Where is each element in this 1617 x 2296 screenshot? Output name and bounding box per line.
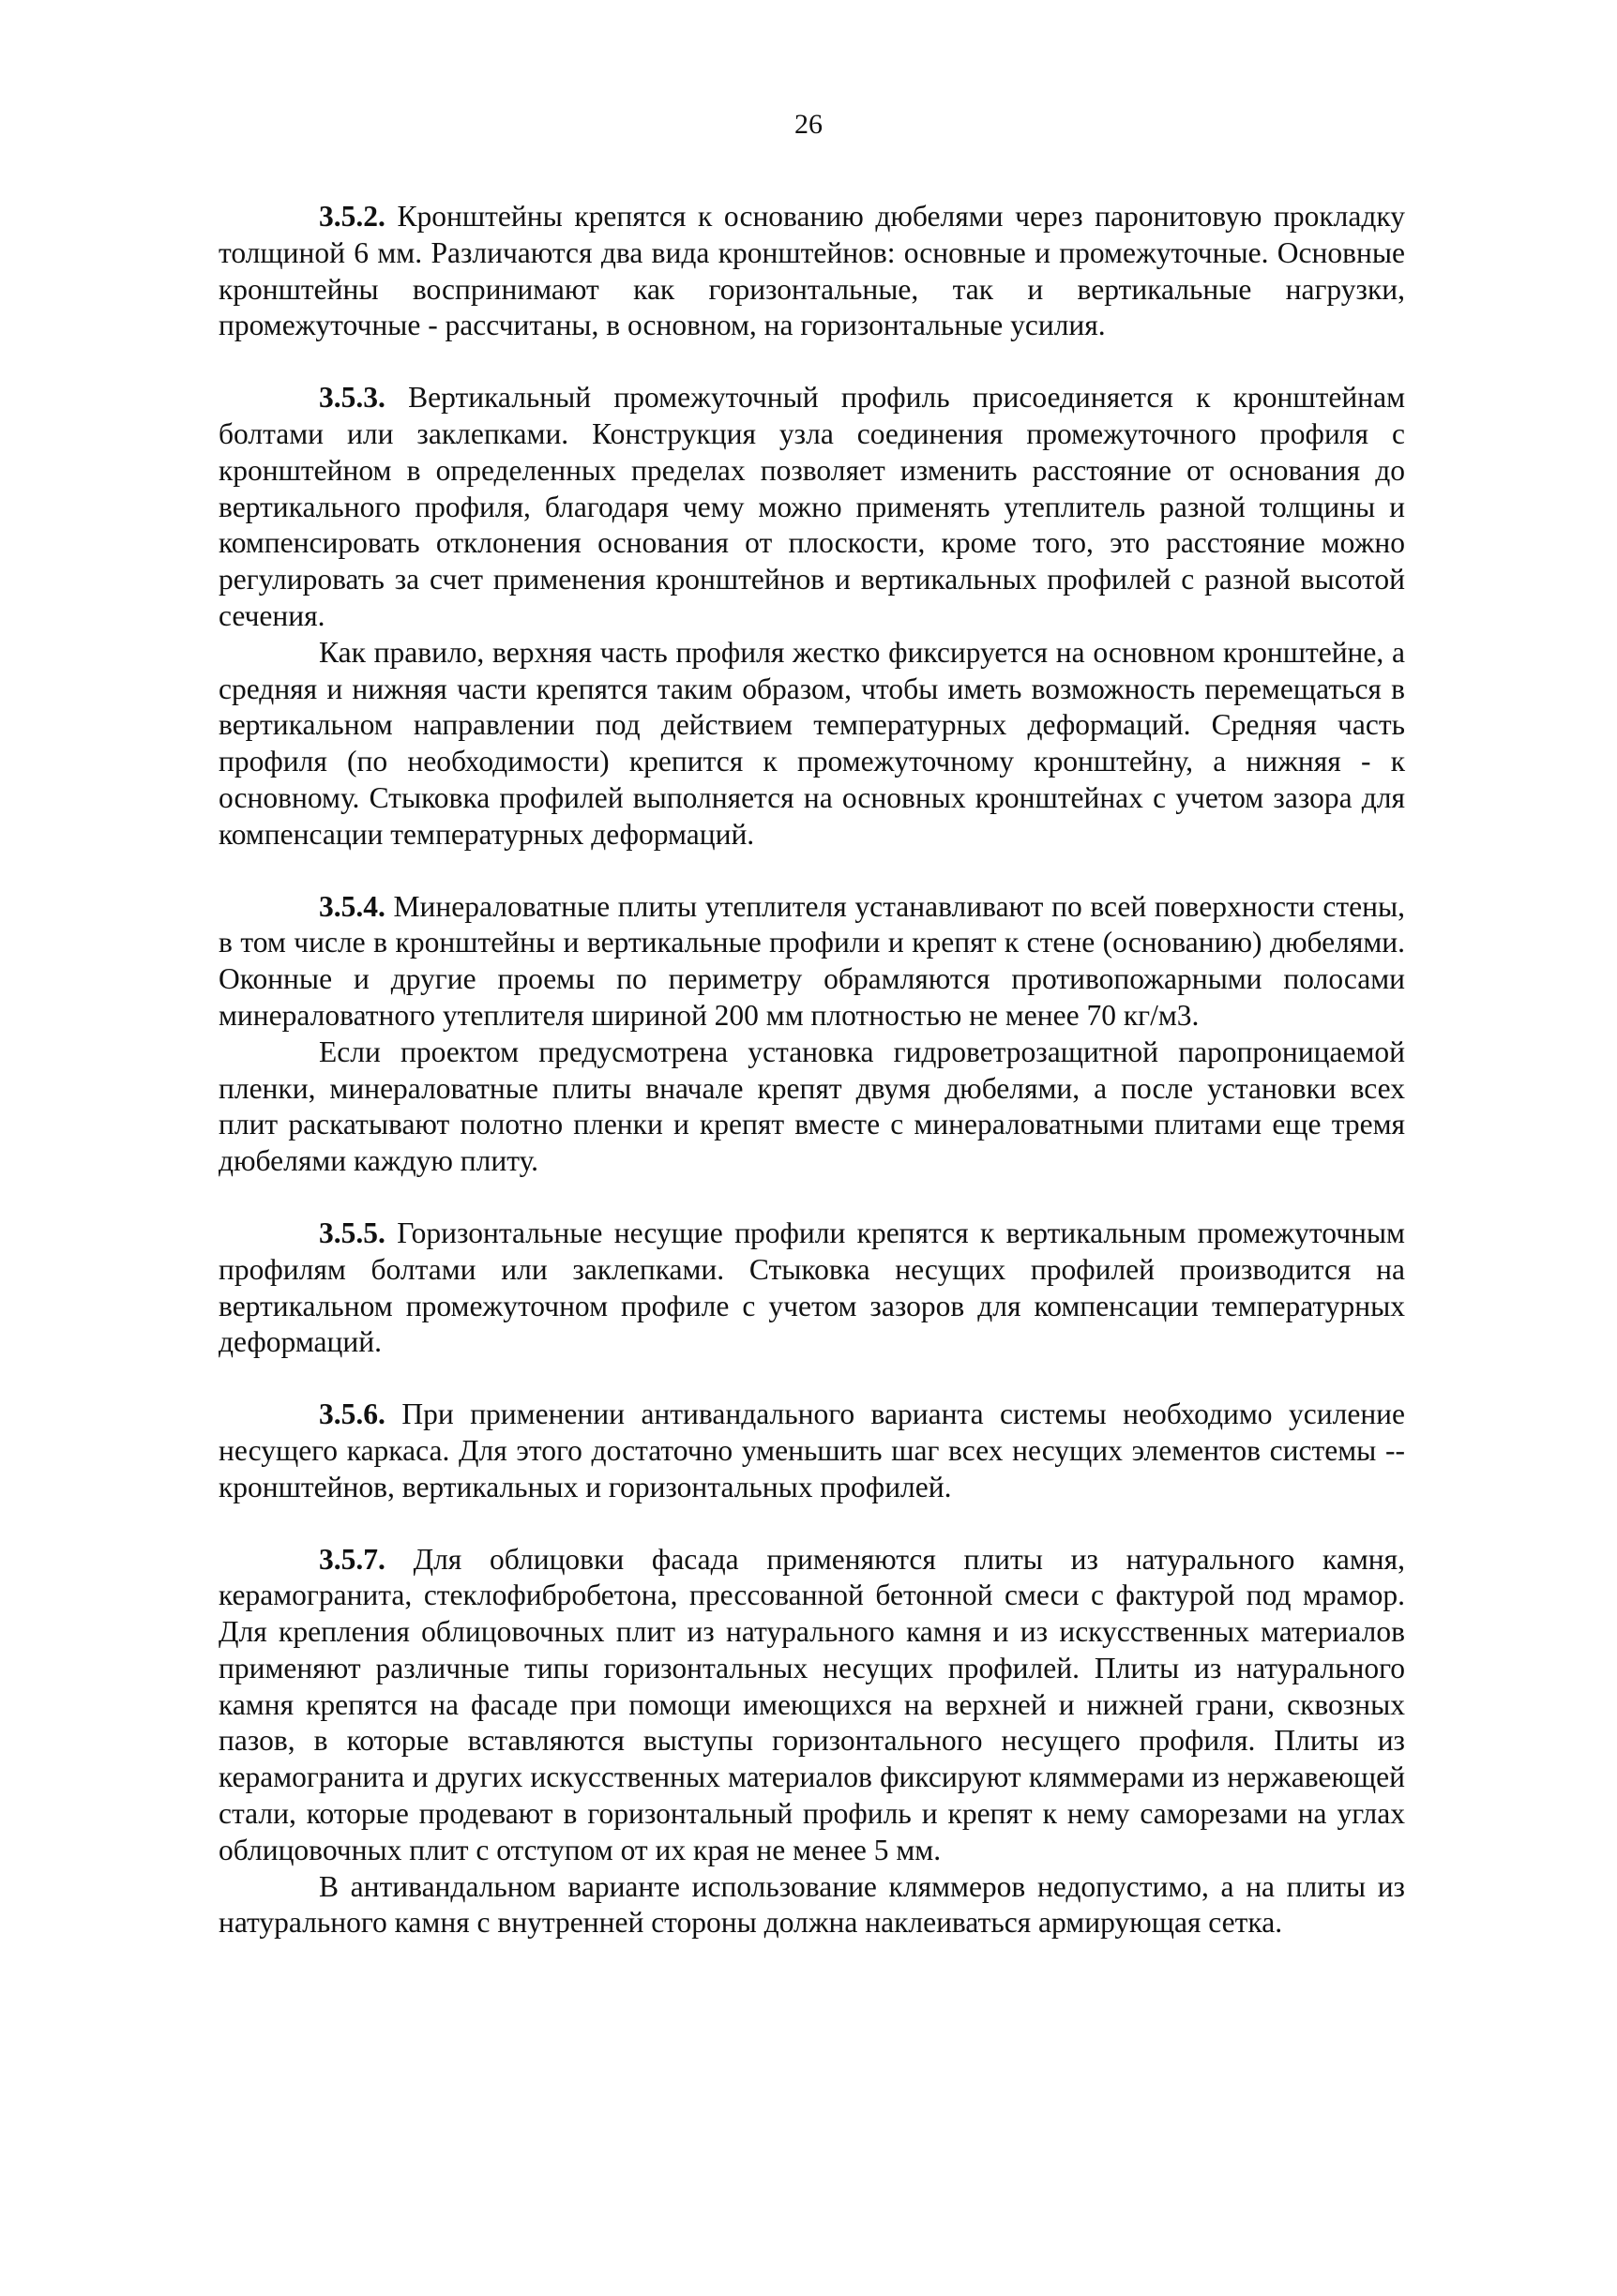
page-number: 26 [794,109,823,140]
section-3-5-5 [219,1216,1405,1361]
section-number: 3.5.2. [319,200,385,233]
document-body [219,199,1405,1977]
paragraph: Если проектом предусмотрена установка гидроветрозащитной паропроницаемой пленки, минераловатные плиты вначале крепят двумя дюбелями, а после установки всех плит раскатывают полотно пленки и крепят вместе с минераловатными плитами еще тремя дюбелями каждую плиту. [219,1035,1405,1178]
paragraph [219,1397,1405,1505]
paragraph-text: Горизонтальные несущие профили крепятся к вертикальным промежуточным профилям болтами или заклепками. Стыковка несущих профилей производится на вертикальном промежуточном профиле с учетом зазоров для компенсации температурных деформаций. [219,1216,1405,1359]
paragraph-text: При применении антивандального варианта системы необходимо усиление несущего каркаса. Для этого достаточно уменьшить шаг всех несущих элементов системы -- кронштейнов, вертикальных и горизонтальных профилей. [219,1397,1406,1503]
paragraph [219,199,1405,344]
section-number: 3.5.6. [319,1397,385,1431]
section-3-5-6 [219,1397,1405,1505]
section-3-5-4 [219,889,1405,1180]
section-3-5-3 [219,380,1405,853]
section-number: 3.5.5. [319,1216,385,1249]
paragraph [219,889,1405,1035]
paragraph [219,380,1405,635]
paragraph-text: Кронштейны крепятся к основанию дюбелями через паронитовую прокладку толщиной 6 мм. Различаются два вида кронштейнов: основные и промежуточные. Основные кронштейны воспринимают как горизонтальные, так и вертикальные нагрузки, промежуточные - рассчитаны, в основном, на горизонтальные усилия. [219,200,1405,342]
section-3-5-2 [219,199,1405,344]
paragraph-text: Вертикальный промежуточный профиль присоединяется к кронштейнам болтами или заклепками. Конструкция узла соединения промежуточного профиля с кронштейном в определенных пределах позволяет изменить расстояние от основания до вертикального профиля, благодаря чему можно применять утеплитель разной толщины и компенсировать отклонения основания от плоскости, кроме того, это расстояние можно регулировать за счет применения кронштейнов и вертикальных профилей с разной высотой сечения. [219,381,1406,632]
section-3-5-7 [219,1542,1405,1942]
paragraph: В антивандальном варианте использование кляммеров недопустимо, а на плиты из натурального камня с внутренней стороны должна наклеиваться армирующая сетка. [219,1869,1405,1940]
paragraph: Как правило, верхняя часть профиля жестко фиксируется на основном кронштейне, а средняя и нижняя части крепятся таким образом, чтобы иметь возможность перемещаться в вертикальном направлении под действием температурных деформаций. Средняя часть профиля (по необходимости) крепится к промежуточному кронштейну, а нижняя - к основному. Стыковка профилей выполняется на основных кронштейнах с учетом зазора для компенсации температурных деформаций. [219,635,1405,851]
paragraph-text: Минераловатные плиты утеплителя устанавливают по всей поверхности стены, в том числе в кронштейны и вертикальные профили и крепят к стене (основанию) дюбелями. Оконные и другие проемы по периметру обрамляются противопожарными полосами минераловатного утеплителя шириной 200 мм плотностью не менее 70 кг/м3. [219,889,1405,1032]
section-number: 3.5.3. [319,381,385,415]
section-number: 3.5.7. [319,1542,385,1576]
paragraph [219,1216,1405,1361]
section-number: 3.5.4. [319,889,385,923]
paragraph [219,1542,1405,1869]
paragraph-text: Для облицовки фасада применяются плиты из натурального камня, керамогранита, стеклофибробетона, прессованной бетонной смеси с фактурой под мрамор. Для крепления облицовочных плит из натурального камня и из искусственных материалов применяют различные типы горизонтальных несущих профилей. Плиты из натурального камня крепятся на фасаде при помощи имеющихся на верхней и нижней грани, сквозных пазов, в которые вставляются выступы горизонтального несущего профиля. Плиты из керамогранита и других искусственных материалов фиксируют кляммерами из нержавеющей стали, которые продевают в горизонтальный профиль и крепят к нему саморезами на углах облицовочных плит с отступом от их края не менее 5 мм. [219,1542,1405,1866]
